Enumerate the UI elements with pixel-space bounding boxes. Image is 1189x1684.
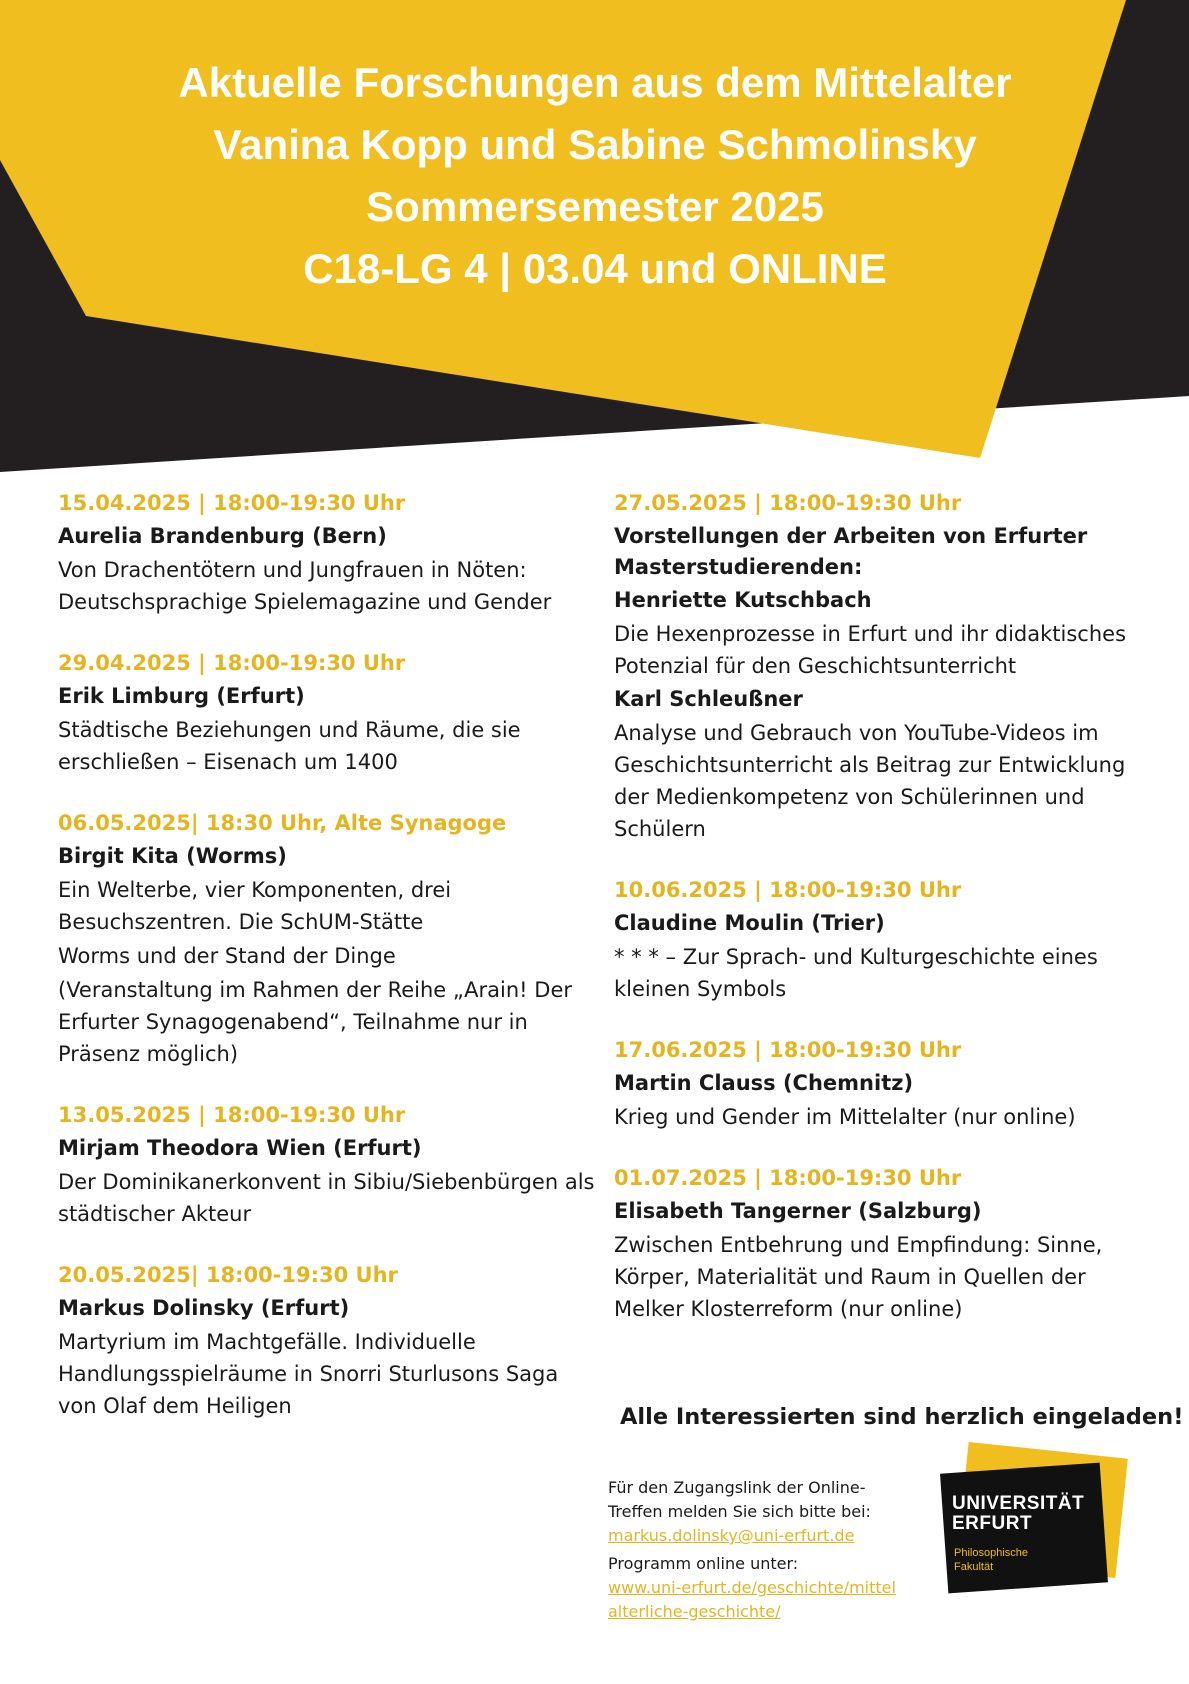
event-speaker: Vorstellungen der Arbeiten von Erfurter Masterstudierenden: <box>614 524 1088 579</box>
contact-email-link[interactable]: markus.dolinsky@uni-erfurt.de <box>608 1526 855 1545</box>
event-speaker: Martin Clauss (Chemnitz) <box>614 1071 914 1095</box>
logo-faculty <box>954 1546 1028 1574</box>
event-date: 29.04.2025 | 18:00-19:30 Uhr <box>58 651 406 675</box>
event-speaker: Aurelia Brandenburg (Bern) <box>58 524 387 548</box>
logo-wordmark <box>952 1494 1084 1534</box>
event-date: 13.05.2025 | 18:00-19:30 Uhr <box>58 1103 406 1127</box>
event-date: 17.06.2025 | 18:00-19:30 Uhr <box>614 1038 962 1062</box>
event-date: 20.05.2025| 18:00-19:30 Uhr <box>58 1263 398 1287</box>
header-semester: Sommersemester 2025 <box>366 183 824 230</box>
event-item <box>58 648 598 778</box>
event-item <box>58 1260 598 1422</box>
event-item <box>58 1100 598 1230</box>
event-speaker: Markus Dolinsky (Erfurt) <box>58 1296 350 1320</box>
event-topic: Der Dominikanerkonvent in Sibiu/Siebenbürgen als städtischer Akteur <box>58 1170 595 1226</box>
event-date: 06.05.2025| 18:30 Uhr, Alte Synagoge <box>58 811 507 835</box>
event-topic: Städtische Beziehungen und Räume, die sie erschließen – Eisenach um 1400 <box>58 718 521 774</box>
event-date: 15.04.2025 | 18:00-19:30 Uhr <box>58 491 406 515</box>
logo-faculty-line-2: Fakultät <box>954 1561 994 1573</box>
event-topic: Zwischen Entbehrung und Empfindung: Sinne, Körper, Materialität und Raum in Quellen der Melker Klosterreform (nur online) <box>614 1233 1103 1321</box>
event-item <box>614 488 1159 845</box>
event-item <box>614 1163 1159 1325</box>
header-title: Aktuelle Forschungen aus dem Mittelalter <box>178 59 1012 106</box>
event-speaker: Mirjam Theodora Wien (Erfurt) <box>58 1136 422 1160</box>
page-header <box>60 52 1130 300</box>
logo-line-2: ERFURT <box>952 1513 1033 1534</box>
event-topic: Analyse und Gebrauch von YouTube-Videos im Geschichtsunterricht als Beitrag zur Entwicklung der Medienkompetenz von Schülerinnen und Schülern <box>614 721 1126 841</box>
event-topic: Krieg und Gender im Mittelalter (nur online) <box>614 1105 1076 1129</box>
event-topic: Martyrium im Machtgefälle. Individuelle Handlungsspielräume in Snorri Sturlusons Saga von Olaf dem Heiligen <box>58 1330 559 1418</box>
event-speaker: Birgit Kita (Worms) <box>58 844 287 868</box>
event-speaker: Claudine Moulin (Trier) <box>614 911 885 935</box>
university-logo <box>930 1446 1130 1606</box>
event-topic: * * * – Zur Sprach- und Kulturgeschichte eines kleinen Symbols <box>614 945 1098 1001</box>
event-topic: Die Hexenprozesse in Erfurt und ihr didaktisches Potenzial für den Geschichtsunterricht <box>614 622 1127 678</box>
event-date: 01.07.2025 | 18:00-19:30 Uhr <box>614 1166 962 1190</box>
event-speaker: Elisabeth Tangerner (Salzburg) <box>614 1199 982 1223</box>
event-date: 10.06.2025 | 18:00-19:30 Uhr <box>614 878 962 902</box>
left-column <box>58 488 598 1452</box>
event-speaker: Karl Schleußner <box>614 687 803 711</box>
event-topic: Von Drachentötern und Jungfrauen in Nöten: Deutschsprachige Spielemagazine und Gender <box>58 558 552 614</box>
logo-line-1: UNIVERSITÄT <box>952 1493 1085 1514</box>
event-item <box>614 1035 1159 1133</box>
contact-info <box>608 1476 898 1624</box>
event-item <box>58 488 598 618</box>
program-url-link[interactable]: www.uni-erfurt.de/geschichte/mittelalterliche-geschichte/ <box>608 1578 896 1621</box>
event-speaker: Henriette Kutschbach <box>614 588 872 612</box>
event-item <box>614 875 1159 1005</box>
invitation-text: Alle Interessierten sind herzlich eingeladen! <box>620 1404 1184 1430</box>
header-organizers: Vanina Kopp und Sabine Schmolinsky <box>213 121 977 168</box>
event-note: (Veranstaltung im Rahmen der Reihe „Arain! Der Erfurter Synagogenabend“, Teilnahme nur in Präsenz möglich) <box>58 978 572 1066</box>
program-text: Programm online unter: <box>608 1554 799 1573</box>
event-date: 27.05.2025 | 18:00-19:30 Uhr <box>614 491 962 515</box>
header-location: C18-LG 4 | 03.04 und ONLINE <box>303 245 887 292</box>
logo-faculty-line-1: Philosophische <box>954 1547 1028 1559</box>
right-column <box>614 488 1159 1355</box>
event-topic: Ein Welterbe, vier Komponenten, drei Besuchszentren. Die SchUM-Stätte <box>58 878 452 934</box>
event-topic: Worms und der Stand der Dinge <box>58 944 396 968</box>
event-item <box>58 808 598 1070</box>
contact-text: Für den Zugangslink der Online-Treffen melden Sie sich bitte bei: <box>608 1478 871 1521</box>
event-speaker: Erik Limburg (Erfurt) <box>58 684 305 708</box>
